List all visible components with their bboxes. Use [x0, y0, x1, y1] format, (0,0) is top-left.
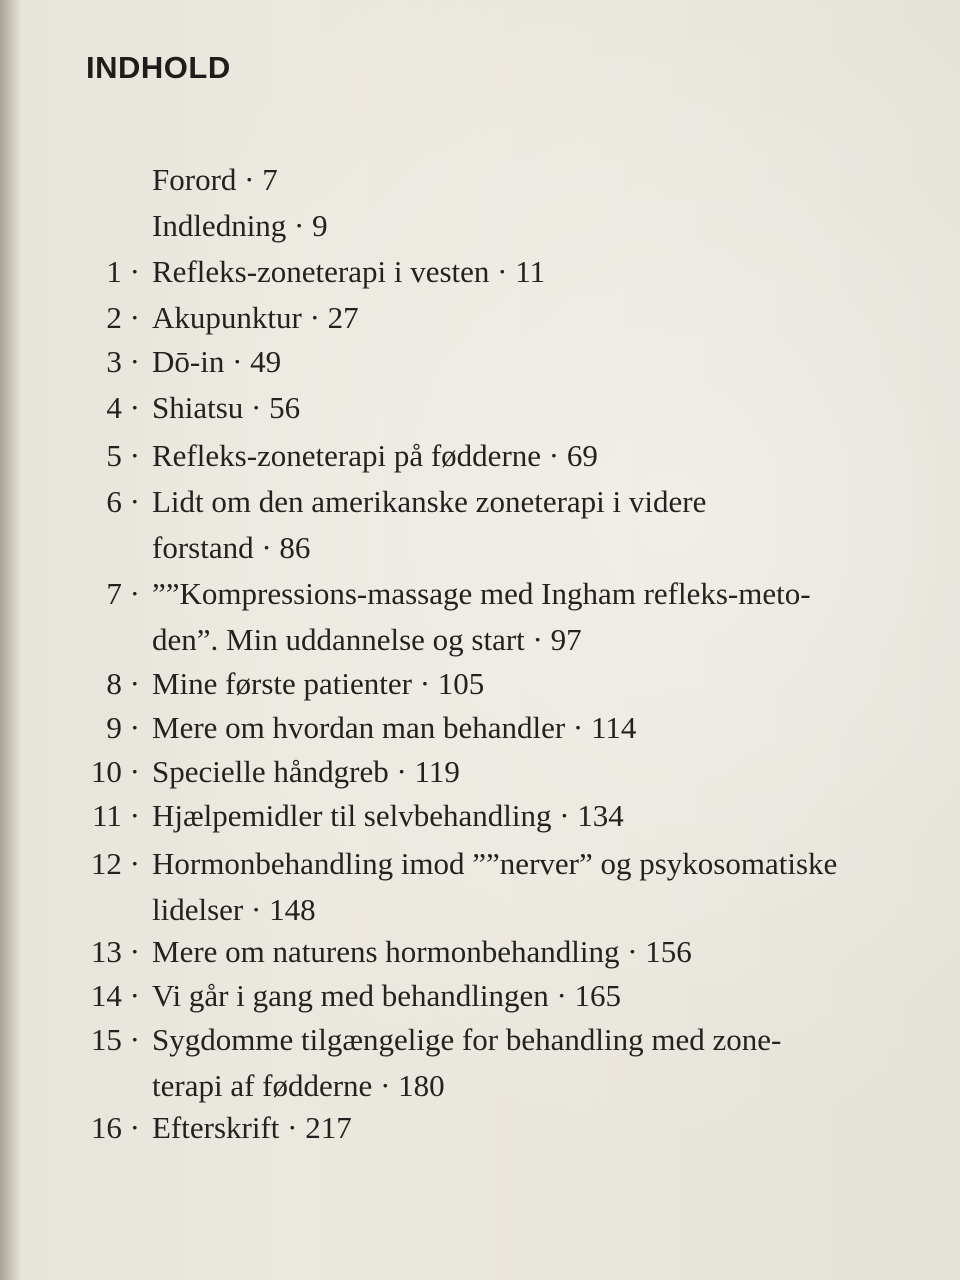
book-spine-shadow: [0, 0, 22, 1280]
toc-entry-title: Mere om hvordan man behandler · 114: [152, 710, 637, 745]
toc-entry-title: Specielle håndgreb · 119: [152, 754, 460, 789]
toc-entry-number: 9 ·: [106, 710, 140, 745]
toc-entry-number: 2 ·: [106, 300, 140, 335]
toc-entry-title-continued: forstand · 86: [152, 530, 311, 565]
toc-entry-title-continued: lidelser · 148: [152, 892, 316, 927]
toc-entry-title: Forord · 7: [152, 162, 278, 197]
toc-entry-title: Shiatsu · 56: [152, 390, 301, 425]
toc-entry-number: 11 ·: [92, 798, 140, 833]
toc-entry-title: Lidt om den amerikanske zoneterapi i videre: [152, 484, 707, 519]
toc-entry-title: Refleks-zoneterapi i vesten · 11: [152, 254, 546, 289]
toc-entry-number: 10 ·: [90, 754, 140, 789]
toc-entry-number: 1 ·: [106, 254, 140, 289]
toc-entry-title-continued: den”. Min uddannelse og start · 97: [152, 622, 582, 657]
toc-entry-title: ””Kompressions-massage med Ingham refleks-meto-: [152, 576, 811, 611]
toc-entry-title: Refleks-zoneterapi på fødderne · 69: [152, 438, 598, 473]
toc-entry-title: Dō-in · 49: [152, 344, 282, 379]
toc-entry-title-continued: terapi af fødderne · 180: [152, 1068, 445, 1103]
toc-entry-number: 16 ·: [90, 1110, 140, 1145]
toc-entry-number: 13 ·: [90, 934, 140, 969]
toc-entry-number: 6 ·: [106, 484, 140, 519]
toc-entry-number: 8 ·: [106, 666, 140, 701]
toc-entry-title: Vi går i gang med behandlingen · 165: [152, 978, 622, 1013]
toc-entry-number: 4 ·: [106, 390, 140, 425]
toc-entry-title: Efterskrift · 217: [152, 1110, 352, 1145]
toc-entry-title: Sygdomme tilgængelige for behandling med zone-: [152, 1022, 782, 1057]
toc-entry-number: 5 ·: [106, 438, 140, 473]
toc-entry-number: 15 ·: [90, 1022, 140, 1057]
toc-entry-number: 7 ·: [106, 576, 140, 611]
page-heading: INDHOLD: [86, 50, 231, 85]
toc-entry-title: Hormonbehandling imod ””nerver” og psykosomatiske: [152, 846, 838, 881]
toc-entry-title: Mere om naturens hormonbehandling · 156: [152, 934, 692, 969]
toc-entry-number: 14 ·: [90, 978, 140, 1013]
toc-entry-title: Hjælpemidler til selvbehandling · 134: [152, 798, 624, 833]
toc-entry-number: 3 ·: [106, 344, 140, 379]
toc-entry-title: Indledning · 9: [152, 208, 328, 243]
toc-entry-title: Mine første patienter · 105: [152, 666, 485, 701]
toc-entry-title: Akupunktur · 27: [152, 300, 359, 335]
toc-entry-number: 12 ·: [90, 846, 140, 881]
